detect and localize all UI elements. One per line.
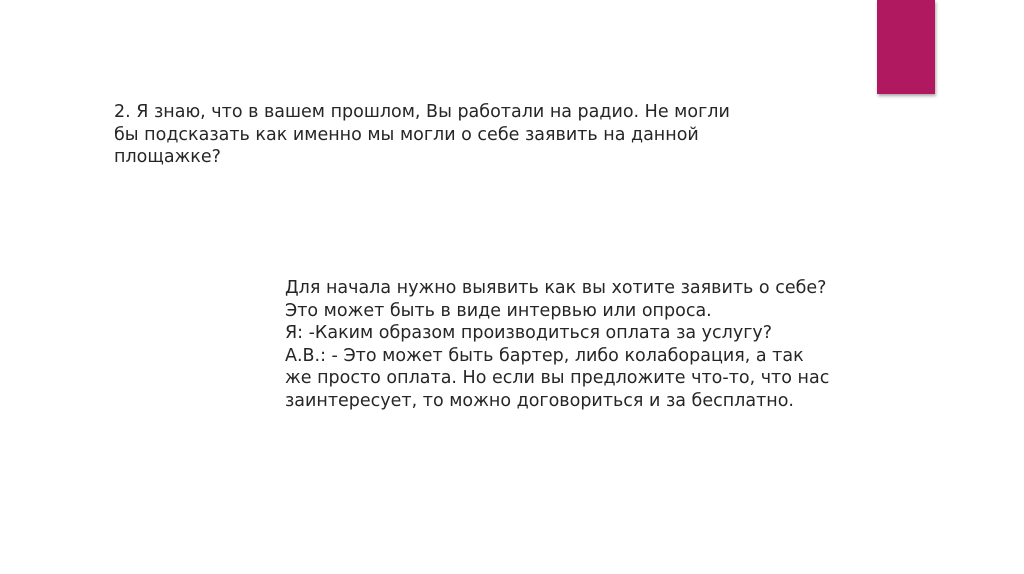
answer-text [285, 277, 885, 413]
answer-line: заинтересует, то можно договориться и за бесплатно. [285, 390, 794, 411]
accent-bar [877, 0, 935, 94]
answer-line: же просто оплата. Но если вы предложите что-то, что нас [285, 368, 830, 389]
question-line: 2. Я знаю, что в вашем прошлом, Вы работали на радио. Не могли [114, 102, 730, 122]
answer-line: Я: -Каким образом производиться оплата за услугу? [285, 323, 773, 344]
question-text [114, 101, 794, 169]
answer-line: Для начала нужно выявить как вы хотите заявить о себе? [285, 278, 827, 298]
answer-line: А.В.: - Это может быть бартер, либо колаборация, а так [285, 345, 804, 366]
answer-line: Это может быть в виде интервью или опроса. [285, 300, 712, 321]
question-line: бы подсказать как именно мы могли о себе заявить на данной [114, 124, 699, 145]
question-line: площажке? [114, 147, 221, 167]
